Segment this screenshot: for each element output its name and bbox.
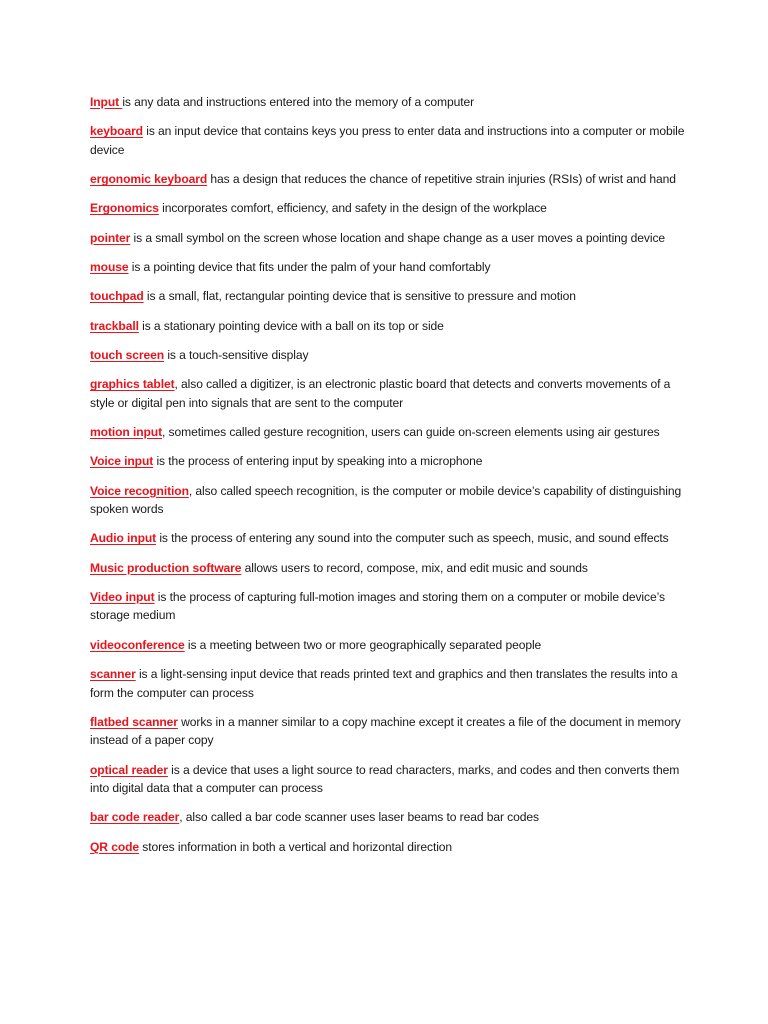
term-voice-input: Voice input [90, 454, 154, 469]
definition-motion-input [90, 423, 690, 442]
term-optical-reader: optical reader [90, 762, 168, 777]
definition-ergonomics [90, 199, 690, 218]
definition-text: is an input device that contains keys you press to enter data and instructions into a computer or mobile device [90, 124, 685, 157]
definition-voice-recognition [90, 482, 690, 519]
definition-qr-code [90, 838, 690, 857]
definition-touch-screen [90, 346, 690, 365]
definition-text: is the process of entering any sound into the computer such as speech, music, and sound effects [156, 531, 669, 546]
definition-scanner [90, 665, 690, 702]
definition-text: is a device that uses a light source to read characters, marks, and codes and then converts them into digital data that a computer can process [90, 762, 680, 796]
definition-mouse [90, 258, 690, 277]
definition-bar-code-reader [90, 808, 690, 827]
definition-trackball [90, 317, 690, 336]
definition-text: is a stationary pointing device with a ball on its top or side [138, 318, 444, 333]
definition-voice-input [90, 452, 690, 471]
definition-music-production-software [90, 559, 690, 578]
term-touch-screen: touch screen [90, 347, 165, 362]
term-audio-input: Audio input [90, 531, 157, 546]
definition-list [90, 93, 690, 867]
term-ergonomic-keyboard: ergonomic keyboard [90, 172, 208, 187]
definition-keyboard [90, 122, 690, 159]
term-qr-code: QR code [90, 839, 140, 854]
definition-text: , also called a digitizer, is an electronic plastic board that detects and converts movements of a style or digital pen into signals that are sent to the computer [90, 377, 671, 410]
term-trackball: trackball [90, 318, 139, 333]
definition-optical-reader [90, 761, 690, 798]
definition-videoconference [90, 636, 690, 655]
definition-text: works in a manner similar to a copy machine except it creates a file of the document in memory instead of a paper copy [90, 714, 681, 748]
definition-text: stores information in both a vertical and horizontal direction [139, 839, 453, 854]
term-touchpad: touchpad [90, 289, 144, 304]
definition-pointer [90, 229, 690, 248]
definition-text: is a touch-sensitive display [164, 347, 309, 362]
term-ergonomics: Ergonomics [90, 201, 159, 216]
definition-text: allows users to record, compose, mix, and edit music and sounds [241, 560, 588, 575]
term-music-production-software: Music production software [90, 560, 242, 575]
term-motion-input: motion input [90, 424, 163, 439]
definition-graphics-tablet [90, 375, 690, 412]
term-scanner: scanner [90, 667, 136, 682]
term-bar-code-reader: bar code reader [90, 810, 180, 825]
definition-text: has a design that reduces the chance of repetitive strain injuries (RSIs) of wrist and hand [207, 172, 676, 187]
term-graphics-tablet: graphics tablet [90, 377, 175, 392]
definition-text: , also called a bar code scanner uses laser beams to read bar codes [179, 810, 539, 825]
term-mouse: mouse [90, 259, 129, 274]
term-video-input: Video input [90, 589, 155, 604]
term-pointer: pointer [90, 230, 131, 245]
definition-audio-input [90, 529, 690, 548]
definition-text: is a small, flat, rectangular pointing device that is sensitive to pressure and motion [143, 289, 576, 304]
definition-text: is a pointing device that fits under the palm of your hand comfortably [128, 259, 491, 274]
term-keyboard: keyboard [90, 124, 143, 139]
definition-text: , sometimes called gesture recognition, users can guide on-screen elements using air gestures [162, 424, 660, 439]
term-voice-recognition: Voice recognition [90, 483, 189, 498]
term-flatbed-scanner: flatbed scanner [90, 714, 178, 729]
definition-text: is the process of capturing full-motion images and storing them on a computer or mobile device’s storage medium [90, 589, 665, 623]
definition-text: is the process of entering input by speaking into a microphone [153, 454, 483, 469]
definition-text: is any data and instructions entered into the memory of a computer [122, 95, 475, 109]
definition-text: incorporates comfort, efficiency, and safety in the design of the workplace [158, 201, 547, 216]
definition-text: is a meeting between two or more geographically separated people [184, 637, 542, 652]
definition-flatbed-scanner [90, 713, 690, 750]
term-input: Input [90, 95, 123, 109]
definition-ergonomic-keyboard [90, 170, 690, 189]
definition-text: is a light-sensing input device that reads printed text and graphics and then translates the results into a form the computer can process [90, 667, 678, 700]
definition-video-input [90, 588, 690, 625]
term-videoconference: videoconference [90, 637, 185, 652]
definition-input [90, 93, 690, 112]
definition-text: , also called speech recognition, is the computer or mobile device’s capability of distinguishing spoken words [90, 483, 682, 517]
definition-touchpad [90, 287, 690, 306]
definition-text: is a small symbol on the screen whose location and shape change as a user moves a pointing device [130, 230, 666, 245]
